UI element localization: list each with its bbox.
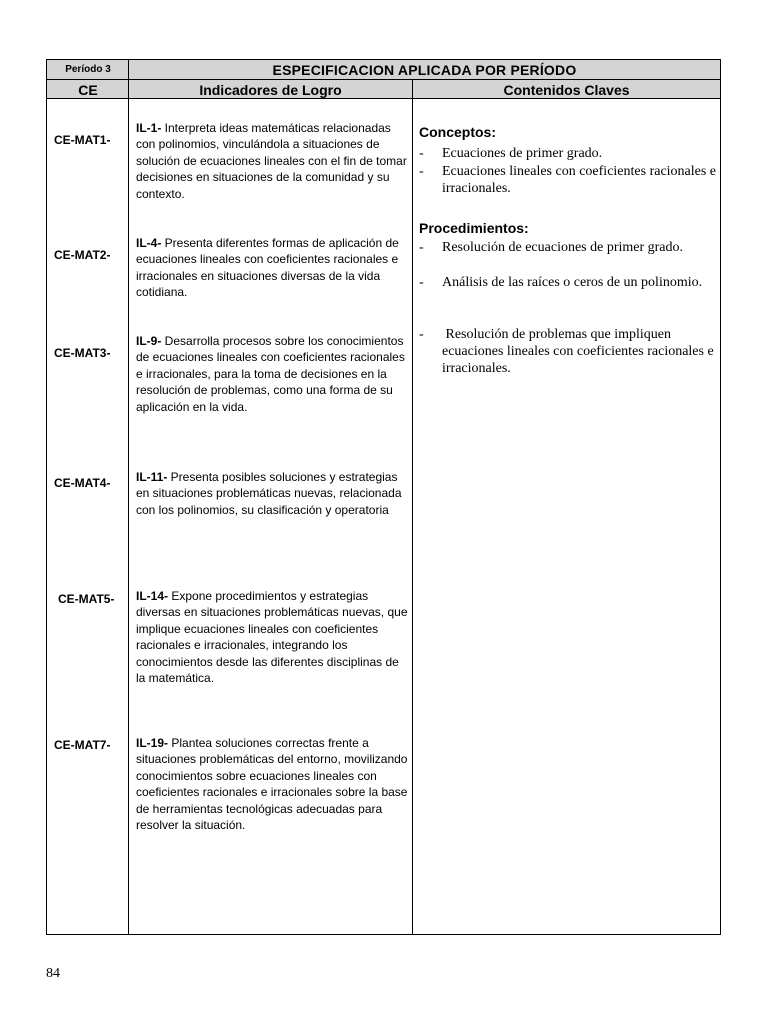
- specification-table: [46, 59, 721, 935]
- procedimientos-heading: Procedimientos:: [419, 220, 529, 236]
- indicator-code: IL-11-: [136, 470, 168, 484]
- list-item: - Ecuaciones de primer grado.: [419, 146, 603, 161]
- ce-code: CE-MAT2-: [54, 248, 111, 262]
- indicator-description: Presenta posibles soluciones y estrategias en situaciones problemáticas nuevas, relacionada con los polinomios, su clasificación y operatoria: [136, 470, 402, 517]
- bullet-dash: -: [419, 327, 424, 342]
- bullet-dash: -: [419, 164, 424, 179]
- ce-code: CE-MAT7-: [54, 738, 111, 752]
- header-bottom-border: [47, 98, 720, 99]
- column-header-ce: CE: [47, 80, 129, 99]
- indicator-code: IL-9-: [136, 334, 162, 348]
- ce-code: CE-MAT3-: [54, 346, 111, 360]
- ce-code: CE-MAT5-: [58, 592, 115, 606]
- list-item: - Análisis de las raíces o ceros de un polinomio.: [419, 275, 703, 290]
- column-header-indicadores: Indicadores de Logro: [129, 80, 412, 99]
- indicator-code: IL-4-: [136, 236, 162, 250]
- indicator-code: IL-19-: [136, 736, 169, 750]
- indicator-code: IL-14-: [136, 589, 169, 603]
- bullet-dash: -: [419, 275, 424, 290]
- list-item: - Ecuaciones lineales con coeficientes racionales e irracionales.: [419, 164, 717, 196]
- header-divider: [47, 79, 720, 80]
- indicator-description: Interpreta ideas matemáticas relacionadas con polinomios, vinculándola a situaciones de solución de ecuaciones lineales con el fin de tomar decisiones en situaciones de la comunidad y su contexto.: [136, 121, 407, 201]
- indicator-text: [136, 235, 411, 301]
- indicator-description: Expone procedimientos y estrategias diversas en situaciones problemáticas nuevas, que implique ecuaciones lineales con coeficientes racionales e irracionales, integrando los conocimientos desde las diferentes disciplinas de la matemática.: [136, 589, 408, 686]
- indicator-text: [136, 333, 411, 415]
- list-item: - Resolución de problemas que impliquen ecuaciones lineales con coeficientes racionales e irracionales.: [419, 327, 718, 376]
- indicator-text: [136, 469, 411, 518]
- conceptos-heading: Conceptos:: [419, 124, 496, 140]
- column-header-contenidos: Contenidos Claves: [413, 80, 720, 99]
- indicator-description: Desarrolla procesos sobre los conocimientos de ecuaciones lineales con coeficientes racionales e irracionales, para la toma de decisiones en la resolución de problemas, como una forma de su aplicación en la vida.: [136, 334, 405, 414]
- table-title: ESPECIFICACION APLICADA POR PERÍODO: [129, 60, 720, 79]
- ce-code: CE-MAT1-: [54, 133, 111, 147]
- ce-code: CE-MAT4-: [54, 476, 111, 490]
- bullet-dash: -: [419, 240, 424, 255]
- indicator-code: IL-1-: [136, 121, 162, 135]
- period-label: Período 3: [47, 60, 129, 79]
- page-number: 84: [46, 966, 60, 981]
- column-divider-2: [412, 79, 413, 934]
- indicator-text: [136, 735, 411, 833]
- indicator-text: [136, 120, 411, 202]
- indicator-description: Presenta diferentes formas de aplicación de ecuaciones lineales con coeficientes racionales e irracionales en situaciones diversas de la vida cotidiana.: [136, 236, 399, 300]
- column-divider-1: [128, 60, 129, 934]
- indicator-text: [136, 588, 411, 686]
- bullet-dash: -: [419, 146, 424, 161]
- indicator-description: Plantea soluciones correctas frente a situaciones problemáticas del entorno, movilizando conocimientos sobre ecuaciones lineales con coeficientes racionales e irracionales sobre la base de herramientas tecnológicas adecuadas para resolver la situación.: [136, 736, 408, 833]
- list-item: - Resolución de ecuaciones de primer grado.: [419, 240, 684, 255]
